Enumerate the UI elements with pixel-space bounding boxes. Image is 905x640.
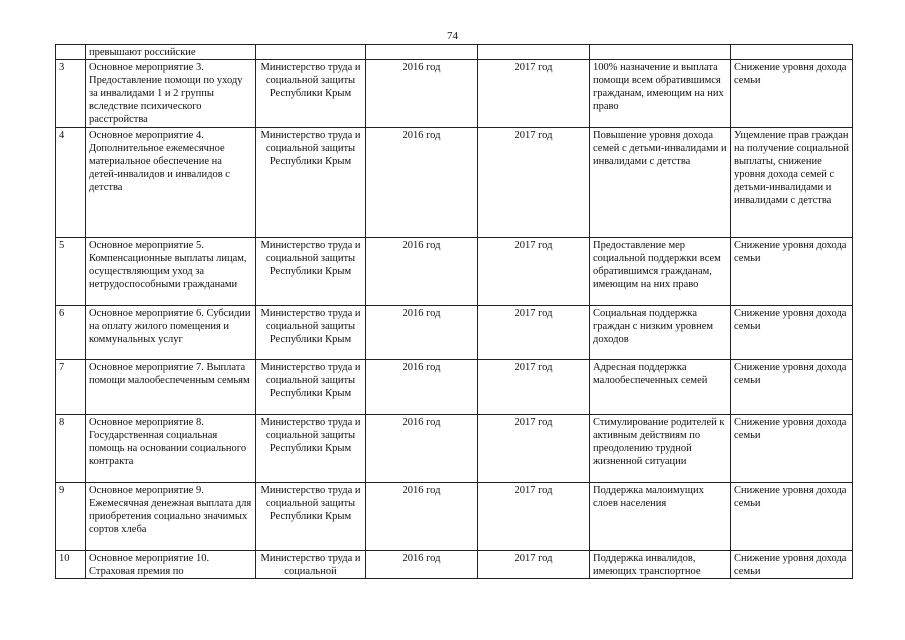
executor: Министерство труда и социальной защиты Республики Крым [260,417,361,454]
start-date: 2016 год [402,62,441,73]
end-date: 2017 год [514,62,553,73]
row-number-cell [56,306,86,360]
executor-cell [256,128,366,238]
measure-name: превышают российские [89,47,196,58]
start-date-cell [366,551,478,579]
row-number-cell [56,238,86,306]
row-number-cell [56,128,86,238]
measure-name: Основное мероприятие 5. Компенсационные выплаты лицам, осуществляющим уход за нетрудоспособными гражданами [89,240,247,290]
table-row [56,551,853,579]
executor: Министерство труда и социальной защиты Республики Крым [260,362,361,399]
executor-cell [256,45,366,60]
start-date: 2016 год [402,553,441,564]
expected-result: Социальная поддержка граждан с низким уровнем доходов [593,308,714,345]
table-row [56,483,853,551]
expected-result-cell [590,45,731,60]
measure-name: Основное мероприятие 4. Дополнительное ежемесячное материальное обеспечение на детей-инвалидов и инвалидов с детства [89,130,230,193]
measure-name: Основное мероприятие 9. Ежемесячная денежная выплата для приобретения социально значимых сортов хлеба [89,485,252,535]
expected-result-cell [590,415,731,483]
table-row [56,415,853,483]
end-date-cell [478,415,590,483]
row-number-cell [56,45,86,60]
consequence: Снижение уровня дохода семьи [734,417,847,441]
expected-result-cell [590,128,731,238]
executor-cell [256,360,366,415]
measure-name: Основное мероприятие 7. Выплата помощи малообеспеченным семьям [89,362,250,386]
measure-name-cell [86,238,256,306]
table-row [56,128,853,238]
consequence-cell [731,360,853,415]
start-date-cell [366,60,478,128]
start-date: 2016 год [402,130,441,141]
consequence: Снижение уровня дохода семьи [734,485,847,509]
start-date-cell [366,128,478,238]
executor: Министерство труда и социальной защиты Республики Крым [260,130,361,167]
consequence-cell [731,45,853,60]
measure-name-cell [86,360,256,415]
executor: Министерство труда и социальной защиты Республики Крым [260,485,361,522]
row-number-cell [56,415,86,483]
row-number: 4 [59,130,65,141]
row-number: 7 [59,362,65,373]
measure-name-cell [86,45,256,60]
row-number: 6 [59,308,65,319]
end-date-cell [478,551,590,579]
expected-result: 100% назначение и выплата помощи всем обратившимся гражданам, имеющим на них право [593,62,724,112]
expected-result-cell [590,483,731,551]
end-date-cell [478,60,590,128]
table-row [56,238,853,306]
end-date-cell [478,360,590,415]
executor-cell [256,415,366,483]
executor-cell [256,238,366,306]
start-date-cell [366,45,478,60]
consequence: Снижение уровня дохода семьи [734,308,847,332]
expected-result: Повышение уровня дохода семей с детьми-инвалидами и инвалидами с детства [593,130,727,167]
consequence-cell [731,128,853,238]
start-date: 2016 год [402,417,441,428]
start-date: 2016 год [402,308,441,319]
measure-name: Основное мероприятие 6. Субсидии на оплату жилого помещения и коммунальных услуг [89,308,251,345]
row-number: 3 [59,62,65,73]
start-date-cell [366,415,478,483]
row-number: 9 [59,485,65,496]
measure-name-cell [86,483,256,551]
expected-result-cell [590,551,731,579]
end-date: 2017 год [514,485,553,496]
expected-result-cell [590,60,731,128]
consequence: Снижение уровня дохода семьи [734,362,847,386]
executor: Министерство труда и социальной защиты Республики Крым [260,308,361,345]
end-date: 2017 год [514,553,553,564]
executor-cell [256,60,366,128]
executor: Министерство труда и социальной [260,553,361,577]
consequence: Снижение уровня дохода семьи [734,240,847,264]
measure-name-cell [86,306,256,360]
measure-name-cell [86,128,256,238]
start-date: 2016 год [402,362,441,373]
start-date-cell [366,306,478,360]
consequence-cell [731,238,853,306]
end-date: 2017 год [514,362,553,373]
row-number-cell [56,60,86,128]
executor-cell [256,306,366,360]
end-date-cell [478,238,590,306]
expected-result-cell [590,238,731,306]
table-row [56,60,853,128]
expected-result: Адресная поддержка малообеспеченных семей [593,362,708,386]
expected-result: Поддержка малоимущих слоев населения [593,485,704,509]
end-date: 2017 год [514,130,553,141]
consequence-cell [731,60,853,128]
consequence: Ущемление прав граждан на получение социальной выплаты, снижение уровня дохода семей с детьми-инвалидами и инвалидами с детства [734,130,850,206]
expected-result-cell [590,306,731,360]
executor: Министерство труда и социальной защиты Республики Крым [260,62,361,99]
table-row [56,306,853,360]
expected-result: Поддержка инвалидов, имеющих транспортное [593,553,701,577]
expected-result: Предоставление мер социальной поддержки всем обратившимся гражданам, имеющим на них право [593,240,721,290]
consequence-cell [731,306,853,360]
end-date-cell [478,45,590,60]
start-date-cell [366,360,478,415]
table-body [56,45,853,579]
measure-name: Основное мероприятие 10. Страховая премия по [89,553,210,577]
consequence-cell [731,483,853,551]
measure-name-cell [86,415,256,483]
measure-name-cell [86,551,256,579]
start-date-cell [366,238,478,306]
end-date: 2017 год [514,308,553,319]
end-date-cell [478,306,590,360]
row-number: 8 [59,417,65,428]
consequence: Снижение уровня дохода семьи [734,553,847,577]
measure-name-cell [86,60,256,128]
row-number: 10 [59,553,70,564]
row-number-cell [56,483,86,551]
executor: Министерство труда и социальной защиты Республики Крым [260,240,361,277]
consequence-cell [731,415,853,483]
consequence-cell [731,551,853,579]
start-date: 2016 год [402,240,441,251]
expected-result-cell [590,360,731,415]
expected-result: Стимулирование родителей к активным действиям по преодолению трудной жизненной ситуации [593,417,725,467]
measure-name: Основное мероприятие 3. Предоставление помощи по уходу за инвалидами 1 и 2 группы вследствие психического расстройства [89,62,243,125]
start-date: 2016 год [402,485,441,496]
end-date: 2017 год [514,417,553,428]
end-date: 2017 год [514,240,553,251]
row-number-cell [56,360,86,415]
row-number-cell [56,551,86,579]
executor-cell [256,551,366,579]
consequence: Снижение уровня дохода семьи [734,62,847,86]
page-number: 74 [447,30,458,42]
table-row [56,45,853,60]
end-date-cell [478,128,590,238]
end-date-cell [478,483,590,551]
table-row [56,360,853,415]
row-number: 5 [59,240,65,251]
measure-name: Основное мероприятие 8. Государственная социальная помощь на основании социального контракта [89,417,247,467]
executor-cell [256,483,366,551]
start-date-cell [366,483,478,551]
measures-table [55,44,853,579]
